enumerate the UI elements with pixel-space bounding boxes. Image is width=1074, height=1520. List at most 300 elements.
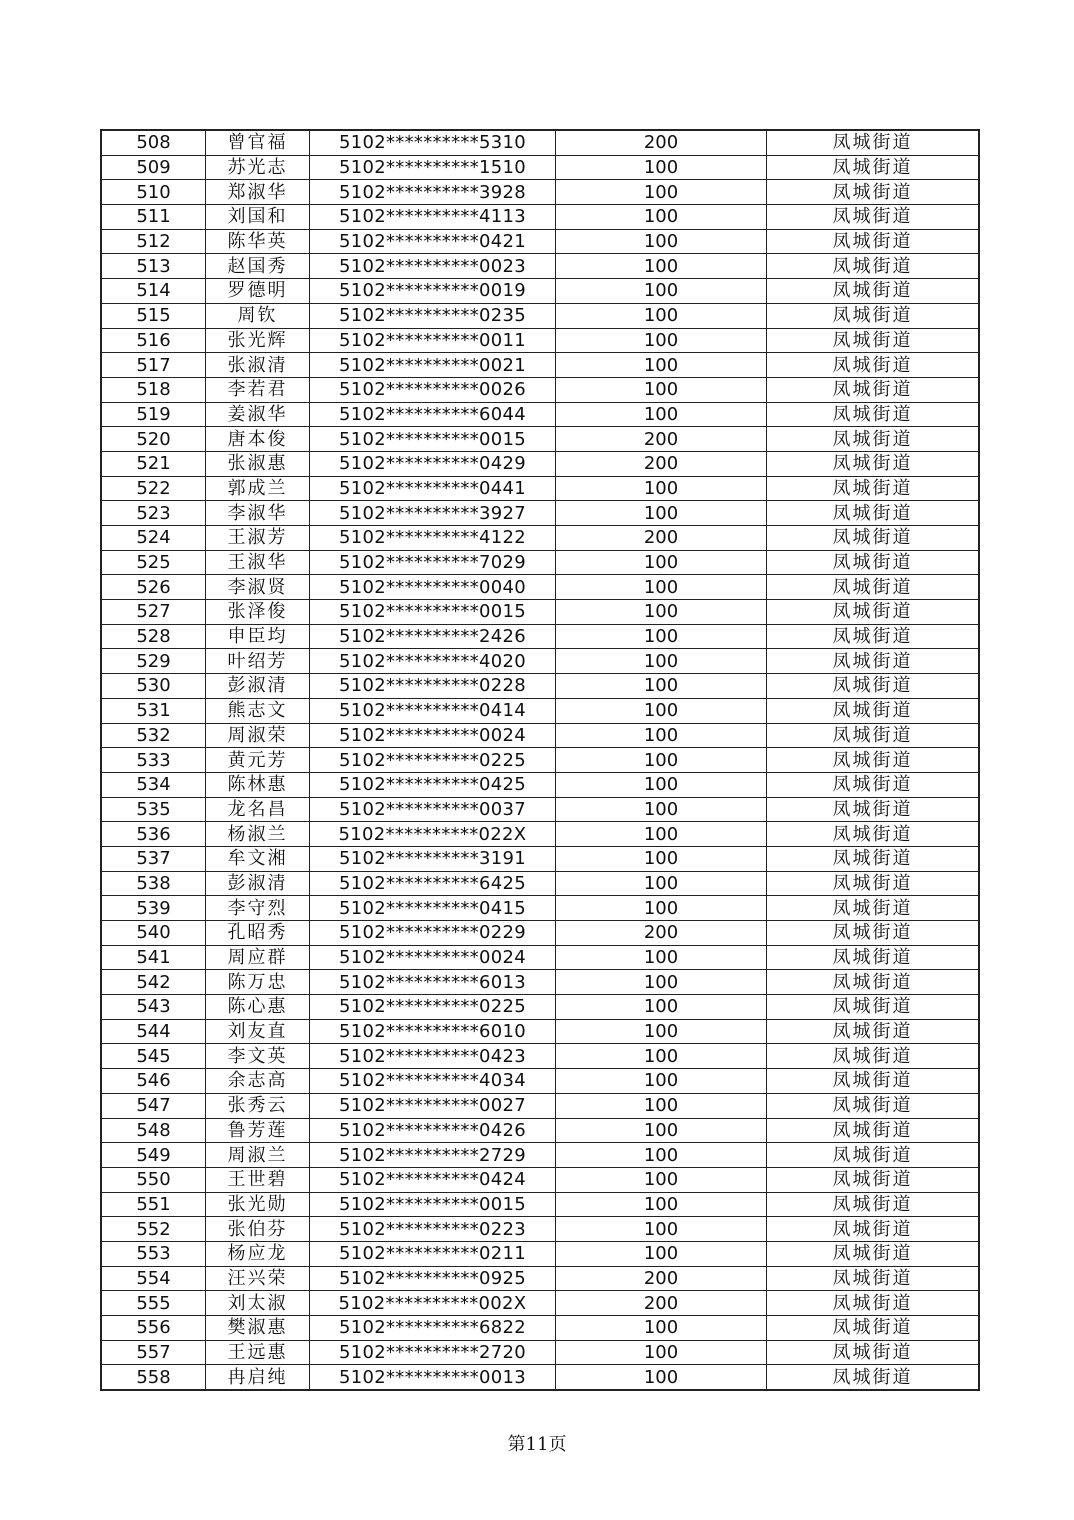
street-cell: 凤城街道 <box>767 427 980 452</box>
table-row <box>101 476 979 501</box>
id-number-cell: 5102**********6013 <box>310 970 556 995</box>
amount-cell: 200 <box>556 130 767 155</box>
row-number-cell: 550 <box>101 1167 206 1192</box>
row-number-cell: 549 <box>101 1143 206 1168</box>
street-cell: 凤城街道 <box>767 180 980 205</box>
name-cell: 杨淑兰 <box>206 822 310 847</box>
name-cell: 郭成兰 <box>206 476 310 501</box>
table-row <box>101 550 979 575</box>
name-cell: 王淑芳 <box>206 526 310 551</box>
amount-cell: 200 <box>556 1291 767 1316</box>
street-cell: 凤城街道 <box>767 353 980 378</box>
id-number-cell: 5102**********0015 <box>310 427 556 452</box>
street-cell: 凤城街道 <box>767 575 980 600</box>
street-cell: 凤城街道 <box>767 649 980 674</box>
name-cell: 赵国秀 <box>206 254 310 279</box>
id-number-cell: 5102**********0925 <box>310 1266 556 1291</box>
row-number-cell: 532 <box>101 723 206 748</box>
table-row <box>101 1167 979 1192</box>
street-cell: 凤城街道 <box>767 723 980 748</box>
amount-cell: 100 <box>556 550 767 575</box>
amount-cell: 100 <box>556 229 767 254</box>
amount-cell: 100 <box>556 1069 767 1094</box>
amount-cell: 100 <box>556 1217 767 1242</box>
amount-cell: 100 <box>556 353 767 378</box>
table-row <box>101 1365 979 1390</box>
amount-cell: 200 <box>556 451 767 476</box>
id-number-cell: 5102**********4113 <box>310 205 556 230</box>
name-cell: 张泽俊 <box>206 600 310 625</box>
row-number-cell: 537 <box>101 846 206 871</box>
row-number-cell: 511 <box>101 205 206 230</box>
table-row <box>101 896 979 921</box>
street-cell: 凤城街道 <box>767 526 980 551</box>
street-cell: 凤城街道 <box>767 303 980 328</box>
street-cell: 凤城街道 <box>767 1044 980 1069</box>
name-cell: 周应群 <box>206 945 310 970</box>
table-row <box>101 748 979 773</box>
id-number-cell: 5102**********002X <box>310 1291 556 1316</box>
amount-cell: 100 <box>556 1340 767 1365</box>
id-number-cell: 5102**********0225 <box>310 748 556 773</box>
amount-cell: 100 <box>556 723 767 748</box>
amount-cell: 100 <box>556 970 767 995</box>
street-cell: 凤城街道 <box>767 501 980 526</box>
page-number: 第11页 <box>507 1434 567 1455</box>
street-cell: 凤城街道 <box>767 995 980 1020</box>
street-cell: 凤城街道 <box>767 1019 980 1044</box>
amount-cell: 100 <box>556 205 767 230</box>
id-number-cell: 5102**********0026 <box>310 377 556 402</box>
table-row <box>101 1241 979 1266</box>
name-cell: 罗德明 <box>206 279 310 304</box>
name-cell: 曾官福 <box>206 130 310 155</box>
name-cell: 叶绍芳 <box>206 649 310 674</box>
name-cell: 牟文湘 <box>206 846 310 871</box>
id-number-cell: 5102**********6822 <box>310 1316 556 1341</box>
street-cell: 凤城街道 <box>767 377 980 402</box>
row-number-cell: 519 <box>101 402 206 427</box>
amount-cell: 100 <box>556 501 767 526</box>
id-number-cell: 5102**********022X <box>310 822 556 847</box>
amount-cell: 100 <box>556 279 767 304</box>
street-cell: 凤城街道 <box>767 279 980 304</box>
row-number-cell: 557 <box>101 1340 206 1365</box>
id-number-cell: 5102**********0011 <box>310 328 556 353</box>
row-number-cell: 556 <box>101 1316 206 1341</box>
street-cell: 凤城街道 <box>767 328 980 353</box>
amount-cell: 100 <box>556 945 767 970</box>
street-cell: 凤城街道 <box>767 402 980 427</box>
id-number-cell: 5102**********0021 <box>310 353 556 378</box>
name-cell: 申臣均 <box>206 624 310 649</box>
id-number-cell: 5102**********0027 <box>310 1093 556 1118</box>
street-cell: 凤城街道 <box>767 822 980 847</box>
table-row <box>101 402 979 427</box>
id-number-cell: 5102**********0023 <box>310 254 556 279</box>
table-row <box>101 1118 979 1143</box>
id-number-cell: 5102**********3191 <box>310 846 556 871</box>
amount-cell: 100 <box>556 1167 767 1192</box>
amount-cell: 100 <box>556 303 767 328</box>
street-cell: 凤城街道 <box>767 205 980 230</box>
amount-cell: 100 <box>556 1093 767 1118</box>
id-number-cell: 5102**********4122 <box>310 526 556 551</box>
row-number-cell: 553 <box>101 1241 206 1266</box>
id-number-cell: 5102**********0421 <box>310 229 556 254</box>
name-cell: 周淑兰 <box>206 1143 310 1168</box>
table-row <box>101 1093 979 1118</box>
name-cell: 陈华英 <box>206 229 310 254</box>
table-row <box>101 353 979 378</box>
table-row <box>101 155 979 180</box>
row-number-cell: 510 <box>101 180 206 205</box>
name-cell: 张光辉 <box>206 328 310 353</box>
street-cell: 凤城街道 <box>767 921 980 946</box>
row-number-cell: 517 <box>101 353 206 378</box>
table-row <box>101 279 979 304</box>
row-number-cell: 523 <box>101 501 206 526</box>
id-number-cell: 5102**********0235 <box>310 303 556 328</box>
name-cell: 张伯芬 <box>206 1217 310 1242</box>
street-cell: 凤城街道 <box>767 1217 980 1242</box>
street-cell: 凤城街道 <box>767 846 980 871</box>
street-cell: 凤城街道 <box>767 624 980 649</box>
amount-cell: 200 <box>556 427 767 452</box>
name-cell: 熊志文 <box>206 698 310 723</box>
table-row <box>101 1316 979 1341</box>
id-number-cell: 5102**********0019 <box>310 279 556 304</box>
id-number-cell: 5102**********0423 <box>310 1044 556 1069</box>
table-row <box>101 180 979 205</box>
street-cell: 凤城街道 <box>767 1340 980 1365</box>
amount-cell: 100 <box>556 624 767 649</box>
id-number-cell: 5102**********3927 <box>310 501 556 526</box>
name-cell: 周钦 <box>206 303 310 328</box>
name-cell: 彭淑清 <box>206 674 310 699</box>
name-cell: 刘国和 <box>206 205 310 230</box>
row-number-cell: 546 <box>101 1069 206 1094</box>
row-number-cell: 554 <box>101 1266 206 1291</box>
name-cell: 陈林惠 <box>206 772 310 797</box>
street-cell: 凤城街道 <box>767 1241 980 1266</box>
row-number-cell: 515 <box>101 303 206 328</box>
street-cell: 凤城街道 <box>767 1143 980 1168</box>
street-cell: 凤城街道 <box>767 550 980 575</box>
amount-cell: 100 <box>556 402 767 427</box>
id-number-cell: 5102**********5310 <box>310 130 556 155</box>
name-cell: 张光勋 <box>206 1192 310 1217</box>
row-number-cell: 545 <box>101 1044 206 1069</box>
id-number-cell: 5102**********0211 <box>310 1241 556 1266</box>
id-number-cell: 5102**********0425 <box>310 772 556 797</box>
table-row <box>101 229 979 254</box>
amount-cell: 100 <box>556 575 767 600</box>
amount-cell: 100 <box>556 1118 767 1143</box>
row-number-cell: 528 <box>101 624 206 649</box>
street-cell: 凤城街道 <box>767 1069 980 1094</box>
row-number-cell: 535 <box>101 797 206 822</box>
table-row <box>101 1266 979 1291</box>
table-row <box>101 772 979 797</box>
amount-cell: 100 <box>556 1019 767 1044</box>
id-number-cell: 5102**********0429 <box>310 451 556 476</box>
street-cell: 凤城街道 <box>767 155 980 180</box>
row-number-cell: 512 <box>101 229 206 254</box>
street-cell: 凤城街道 <box>767 674 980 699</box>
street-cell: 凤城街道 <box>767 130 980 155</box>
row-number-cell: 538 <box>101 871 206 896</box>
row-number-cell: 536 <box>101 822 206 847</box>
row-number-cell: 524 <box>101 526 206 551</box>
row-number-cell: 543 <box>101 995 206 1020</box>
table-row <box>101 1291 979 1316</box>
name-cell: 黄元芳 <box>206 748 310 773</box>
table-row <box>101 945 979 970</box>
table-row <box>101 1019 979 1044</box>
id-number-cell: 5102**********4034 <box>310 1069 556 1094</box>
table-row <box>101 205 979 230</box>
id-number-cell: 5102**********0015 <box>310 1192 556 1217</box>
id-number-cell: 5102**********0015 <box>310 600 556 625</box>
id-number-cell: 5102**********0415 <box>310 896 556 921</box>
street-cell: 凤城街道 <box>767 476 980 501</box>
table-row <box>101 130 979 155</box>
row-number-cell: 522 <box>101 476 206 501</box>
amount-cell: 100 <box>556 1192 767 1217</box>
id-number-cell: 5102**********6425 <box>310 871 556 896</box>
id-number-cell: 5102**********0223 <box>310 1217 556 1242</box>
id-number-cell: 5102**********1510 <box>310 155 556 180</box>
name-cell: 苏光志 <box>206 155 310 180</box>
table-row <box>101 526 979 551</box>
amount-cell: 100 <box>556 748 767 773</box>
street-cell: 凤城街道 <box>767 748 980 773</box>
table-row <box>101 575 979 600</box>
row-number-cell: 513 <box>101 254 206 279</box>
id-number-cell: 5102**********3928 <box>310 180 556 205</box>
name-cell: 龙名昌 <box>206 797 310 822</box>
table-row <box>101 501 979 526</box>
table-row <box>101 600 979 625</box>
amount-cell: 100 <box>556 797 767 822</box>
row-number-cell: 527 <box>101 600 206 625</box>
id-number-cell: 5102**********0013 <box>310 1365 556 1390</box>
name-cell: 杨应龙 <box>206 1241 310 1266</box>
row-number-cell: 514 <box>101 279 206 304</box>
street-cell: 凤城街道 <box>767 896 980 921</box>
row-number-cell: 534 <box>101 772 206 797</box>
street-cell: 凤城街道 <box>767 797 980 822</box>
table-row <box>101 328 979 353</box>
roster-table-body <box>101 130 979 1390</box>
id-number-cell: 5102**********6044 <box>310 402 556 427</box>
street-cell: 凤城街道 <box>767 1266 980 1291</box>
amount-cell: 100 <box>556 254 767 279</box>
name-cell: 李淑贤 <box>206 575 310 600</box>
amount-cell: 100 <box>556 674 767 699</box>
amount-cell: 200 <box>556 526 767 551</box>
id-number-cell: 5102**********0228 <box>310 674 556 699</box>
row-number-cell: 516 <box>101 328 206 353</box>
row-number-cell: 509 <box>101 155 206 180</box>
row-number-cell: 555 <box>101 1291 206 1316</box>
street-cell: 凤城街道 <box>767 1093 980 1118</box>
id-number-cell: 5102**********0426 <box>310 1118 556 1143</box>
table-row <box>101 254 979 279</box>
table-row <box>101 846 979 871</box>
street-cell: 凤城街道 <box>767 772 980 797</box>
street-cell: 凤城街道 <box>767 1291 980 1316</box>
amount-cell: 100 <box>556 1365 767 1390</box>
name-cell: 汪兴荣 <box>206 1266 310 1291</box>
street-cell: 凤城街道 <box>767 1316 980 1341</box>
table-row <box>101 797 979 822</box>
id-number-cell: 5102**********6010 <box>310 1019 556 1044</box>
street-cell: 凤城街道 <box>767 970 980 995</box>
street-cell: 凤城街道 <box>767 1192 980 1217</box>
row-number-cell: 540 <box>101 921 206 946</box>
street-cell: 凤城街道 <box>767 451 980 476</box>
amount-cell: 100 <box>556 600 767 625</box>
table-row <box>101 698 979 723</box>
name-cell: 张秀云 <box>206 1093 310 1118</box>
amount-cell: 100 <box>556 772 767 797</box>
row-number-cell: 552 <box>101 1217 206 1242</box>
street-cell: 凤城街道 <box>767 945 980 970</box>
amount-cell: 100 <box>556 896 767 921</box>
table-row <box>101 1340 979 1365</box>
id-number-cell: 5102**********2729 <box>310 1143 556 1168</box>
row-number-cell: 548 <box>101 1118 206 1143</box>
street-cell: 凤城街道 <box>767 1118 980 1143</box>
street-cell: 凤城街道 <box>767 1365 980 1390</box>
street-cell: 凤城街道 <box>767 698 980 723</box>
name-cell: 刘太淑 <box>206 1291 310 1316</box>
id-number-cell: 5102**********0024 <box>310 723 556 748</box>
street-cell: 凤城街道 <box>767 1167 980 1192</box>
row-number-cell: 508 <box>101 130 206 155</box>
name-cell: 李淑华 <box>206 501 310 526</box>
amount-cell: 100 <box>556 995 767 1020</box>
table-row <box>101 377 979 402</box>
name-cell: 姜淑华 <box>206 402 310 427</box>
id-number-cell: 5102**********0225 <box>310 995 556 1020</box>
row-number-cell: 526 <box>101 575 206 600</box>
street-cell: 凤城街道 <box>767 254 980 279</box>
table-row <box>101 303 979 328</box>
row-number-cell: 521 <box>101 451 206 476</box>
amount-cell: 100 <box>556 180 767 205</box>
table-row <box>101 723 979 748</box>
row-number-cell: 558 <box>101 1365 206 1390</box>
id-number-cell: 5102**********7029 <box>310 550 556 575</box>
row-number-cell: 530 <box>101 674 206 699</box>
table-row <box>101 995 979 1020</box>
name-cell: 李若君 <box>206 377 310 402</box>
row-number-cell: 531 <box>101 698 206 723</box>
amount-cell: 100 <box>556 1143 767 1168</box>
street-cell: 凤城街道 <box>767 871 980 896</box>
name-cell: 冉启纯 <box>206 1365 310 1390</box>
roster-table <box>100 129 980 1391</box>
row-number-cell: 525 <box>101 550 206 575</box>
table-row <box>101 822 979 847</box>
table-row <box>101 451 979 476</box>
row-number-cell: 541 <box>101 945 206 970</box>
table-row <box>101 921 979 946</box>
row-number-cell: 518 <box>101 377 206 402</box>
amount-cell: 100 <box>556 846 767 871</box>
amount-cell: 100 <box>556 1316 767 1341</box>
name-cell: 孔昭秀 <box>206 921 310 946</box>
row-number-cell: 529 <box>101 649 206 674</box>
name-cell: 李守烈 <box>206 896 310 921</box>
id-number-cell: 5102**********4020 <box>310 649 556 674</box>
table-row <box>101 970 979 995</box>
name-cell: 王远惠 <box>206 1340 310 1365</box>
name-cell: 陈万忠 <box>206 970 310 995</box>
amount-cell: 100 <box>556 328 767 353</box>
amount-cell: 100 <box>556 476 767 501</box>
table-row <box>101 1143 979 1168</box>
name-cell: 陈心惠 <box>206 995 310 1020</box>
table-row <box>101 649 979 674</box>
street-cell: 凤城街道 <box>767 229 980 254</box>
name-cell: 刘友直 <box>206 1019 310 1044</box>
amount-cell: 100 <box>556 377 767 402</box>
row-number-cell: 542 <box>101 970 206 995</box>
name-cell: 王世碧 <box>206 1167 310 1192</box>
name-cell: 周淑荣 <box>206 723 310 748</box>
table-row <box>101 1217 979 1242</box>
id-number-cell: 5102**********0229 <box>310 921 556 946</box>
name-cell: 余志高 <box>206 1069 310 1094</box>
name-cell: 王淑华 <box>206 550 310 575</box>
amount-cell: 100 <box>556 155 767 180</box>
row-number-cell: 544 <box>101 1019 206 1044</box>
row-number-cell: 533 <box>101 748 206 773</box>
amount-cell: 200 <box>556 1266 767 1291</box>
table-row <box>101 674 979 699</box>
id-number-cell: 5102**********0037 <box>310 797 556 822</box>
id-number-cell: 5102**********0441 <box>310 476 556 501</box>
amount-cell: 100 <box>556 1241 767 1266</box>
id-number-cell: 5102**********0424 <box>310 1167 556 1192</box>
name-cell: 樊淑惠 <box>206 1316 310 1341</box>
table-row <box>101 1192 979 1217</box>
amount-cell: 200 <box>556 921 767 946</box>
table-row <box>101 1069 979 1094</box>
id-number-cell: 5102**********0414 <box>310 698 556 723</box>
name-cell: 鲁芳莲 <box>206 1118 310 1143</box>
name-cell: 张淑清 <box>206 353 310 378</box>
amount-cell: 100 <box>556 649 767 674</box>
name-cell: 唐本俊 <box>206 427 310 452</box>
table-row <box>101 624 979 649</box>
id-number-cell: 5102**********2426 <box>310 624 556 649</box>
row-number-cell: 520 <box>101 427 206 452</box>
name-cell: 李文英 <box>206 1044 310 1069</box>
name-cell: 张淑惠 <box>206 451 310 476</box>
id-number-cell: 5102**********2720 <box>310 1340 556 1365</box>
row-number-cell: 551 <box>101 1192 206 1217</box>
id-number-cell: 5102**********0040 <box>310 575 556 600</box>
amount-cell: 100 <box>556 698 767 723</box>
id-number-cell: 5102**********0024 <box>310 945 556 970</box>
name-cell: 郑淑华 <box>206 180 310 205</box>
row-number-cell: 547 <box>101 1093 206 1118</box>
